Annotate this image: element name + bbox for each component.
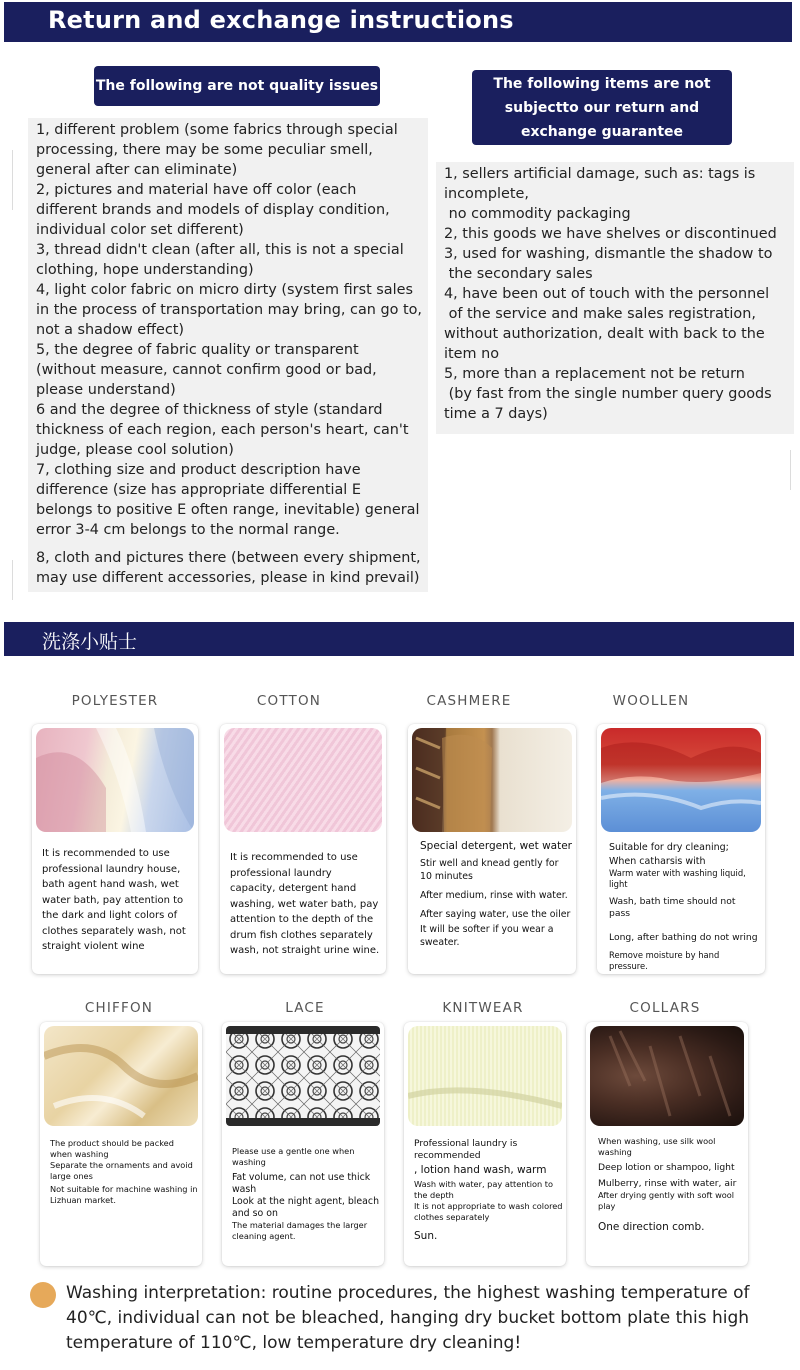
list-item: 4, light color fabric on micro dirty (system first sales in the process of transportation may bring, can go to, not a shadow effect): [36, 282, 427, 338]
page-title: Return and exchange instructions: [48, 6, 514, 34]
fabric-label-collars: COLLARS: [629, 1000, 701, 1016]
knitwear-instructions: Professional laundry is recommended , lotion hand wash, warm Wash with water, pay attention to the depth It is not appropriate to wash colored clothes separately Sun.: [414, 1138, 563, 1242]
fabric-card-cotton: [220, 724, 386, 974]
cotton-fabric-image: [224, 728, 382, 832]
cashmere-instructions: Special detergent, wet water Stir well and knead gently for 10 minutes After medium, rinse with water. After saying water, use the oiler It will be softer if you wear a sweater.: [420, 840, 572, 948]
washing-tips-title: 洗涤小贴士: [42, 631, 138, 653]
page-title-banner: [4, 2, 792, 42]
fabric-label-cotton: COTTON: [256, 693, 322, 709]
list-item: 1, sellers artificial damage, such as: tags is incomplete, no commodity packaging: [444, 166, 756, 222]
list-item: 2, this goods we have shelves or discontinued: [444, 226, 777, 242]
washing-tips-banner: [4, 622, 794, 656]
not-returnable-heading: [472, 70, 732, 145]
fabric-card-polyester: [32, 724, 198, 974]
fabric-card-woollen: [597, 724, 765, 974]
list-item: 3, used for washing, dismantle the shadow to the secondary sales: [444, 246, 773, 282]
list-item: 3, thread didn't clean (after all, this is not a special clothing, hope understanding): [36, 242, 409, 278]
knitwear-fabric-image: [408, 1026, 562, 1126]
fabric-label-polyester: POLYESTER: [71, 693, 159, 709]
fabric-card-cashmere: [408, 724, 576, 974]
not-returnable-list: [436, 162, 794, 434]
list-item: 5, more than a replacement not be return (by fast from the single number query goods time a 7 days): [444, 366, 772, 422]
fabric-label-chiffon: CHIFFON: [84, 1000, 154, 1016]
lace-instructions: Please use a gentle one when washing Fat volume, can not use thick wash Look at the night agent, bleach and so on The material damages the larger cleaning agent.: [232, 1146, 380, 1241]
list-item: 2, pictures and material have off color (each different brands and models of display condition, individual color set different): [36, 182, 395, 238]
not-quality-issues-heading: The following are not quality issues: [94, 66, 380, 106]
fabric-label-cashmere: CASHMERE: [426, 693, 512, 709]
woollen-instructions: Suitable for dry cleaning; When catharsis with Warm water with washing liquid, light Wash, bath time should not pass Long, after bathing do not wring Remove moisture by hand pressure.: [609, 842, 758, 971]
fabric-label-lace: LACE: [285, 1000, 325, 1016]
fabric-label-woollen: WOOLLEN: [612, 693, 690, 709]
list-item: 4, have been out of touch with the personnel of the service and make sales registration, without authorization, dealt with back to the item no: [444, 286, 770, 362]
chiffon-instructions: The product should be packed when washing Separate the ornaments and avoid large ones Not suitable for machine washing in Lizhuan market.: [50, 1138, 198, 1205]
edge-line: [12, 560, 13, 600]
orange-bullet-icon: [30, 1282, 56, 1308]
not-returnable-heading-line: exchange guarantee: [520, 124, 684, 140]
list-item: 7, clothing size and product description have difference (size has appropriate differential E belongs to positive E often range, inevitable) general error 3-4 cm belongs to the normal range.: [36, 462, 425, 538]
fabric-card-collars: [586, 1022, 748, 1266]
woollen-fabric-image: [601, 728, 761, 832]
fabric-card-knitwear: [404, 1022, 566, 1266]
lace-fabric-image: [226, 1026, 380, 1126]
list-item: 1, different problem (some fabrics through special processing, there may be some peculiar smell, general after can eliminate): [36, 122, 403, 178]
edge-line: [12, 150, 13, 210]
cotton-instructions: It is recommended to use professional laundry capacity, detergent hand washing, wet water bath, pay attention to the depth of the drum fish clothes separately wash, not straight urine wine.: [230, 852, 380, 956]
list-item: 5, the degree of fabric quality or transparent (without measure, cannot confirm good or bad, please understand): [36, 342, 382, 398]
polyester-fabric-image: [36, 728, 194, 832]
edge-line: [790, 450, 791, 490]
not-returnable-heading-line: The following items are not: [493, 76, 711, 92]
list-item: 8, cloth and pictures there (between every shipment, may use different accessories, please in kind prevail): [36, 550, 426, 586]
chiffon-fabric-image: [44, 1026, 198, 1126]
list-item: 6 and the degree of thickness of style (standard thickness of each region, each person's heart, can't judge, please cool solution): [36, 402, 414, 458]
not-quality-issues-list: [28, 118, 428, 592]
not-returnable-heading-line: subjectto our return and: [504, 100, 700, 116]
fabric-card-lace: [222, 1022, 384, 1266]
polyester-instructions: It is recommended to use professional laundry house, bath agent hand wash, wet water bath, pay attention to the dark and light colors of clothes separately wash, not straight violent wine: [42, 848, 186, 952]
cashmere-fabric-image: [412, 728, 572, 832]
fabric-label-knitwear: KNITWEAR: [442, 1000, 524, 1016]
collars-fur-image: [590, 1026, 744, 1126]
fabric-card-chiffon: [40, 1022, 202, 1266]
collars-instructions: When washing, use silk wool washing Deep lotion or shampoo, light Mulberry, rinse with water, air After drying gently with soft wool play One direction comb.: [598, 1136, 737, 1233]
washing-interpretation-note: Washing interpretation: routine procedures, the highest washing temperature of 40℃, individual can not be bleached, hanging dry bucket bottom plate this high temperature of 110℃, low temperature dry cleaning!: [66, 1283, 750, 1353]
